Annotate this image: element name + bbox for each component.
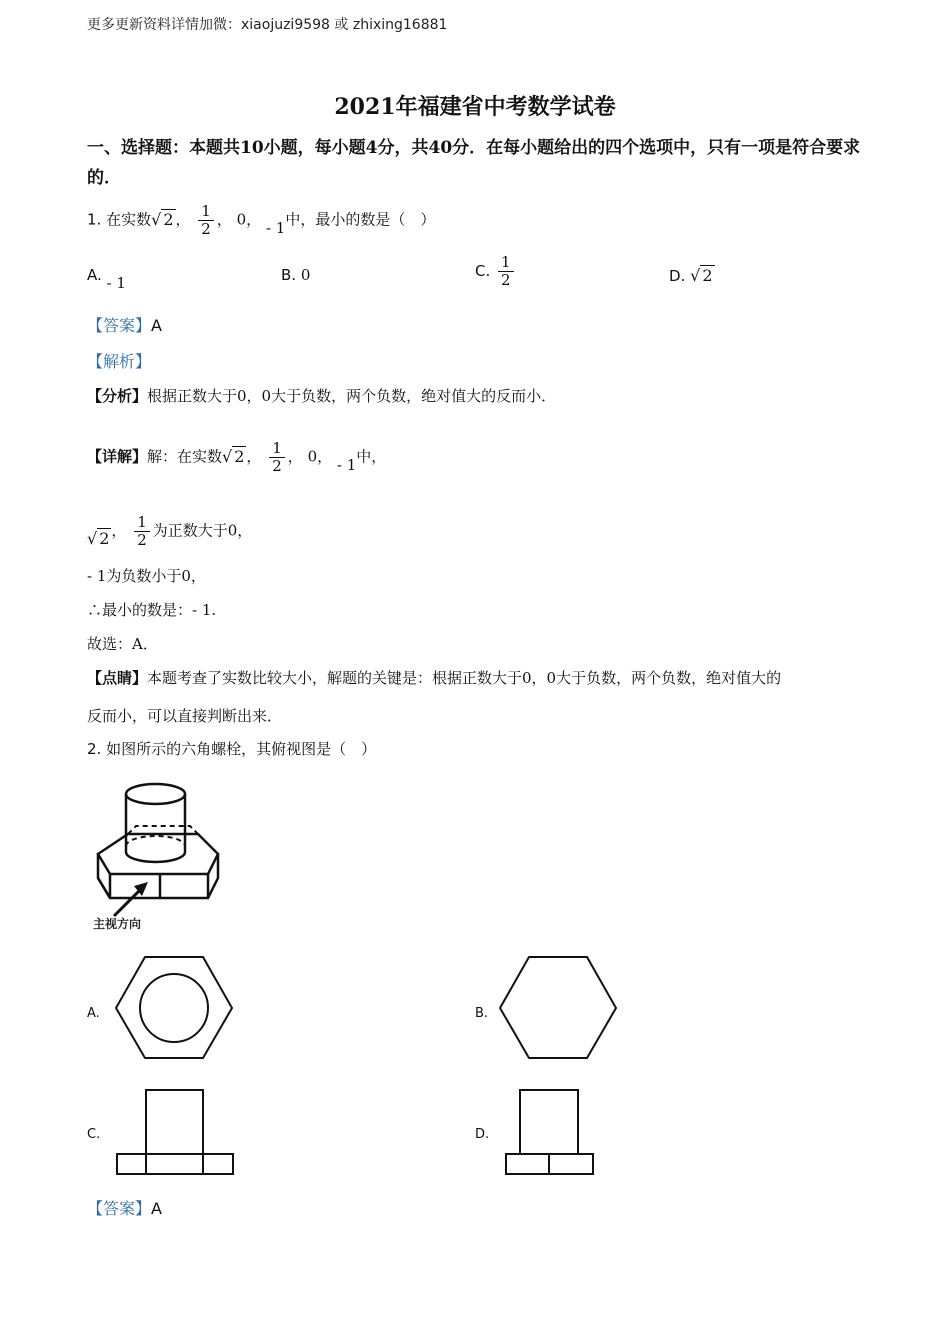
q1-choose-line: 故选：A． (87, 635, 158, 653)
q1-option-c: C. $\frac{1}{2}$ (475, 254, 517, 289)
q2-stem: 2. 如图所示的六角螺栓，其俯视图是（ ） (87, 740, 377, 758)
q1-min-line: ∴最小的数是：- 1. (87, 601, 217, 619)
fraction-half: $\frac{1}{2}$ (269, 440, 285, 475)
q1-detail: 【详解】解：在实数√ 2 ， $\frac{1}{2}$ ， 0， - 1中， (87, 439, 387, 475)
sqrt2: √ 2 (690, 266, 713, 285)
sqrt2: √ 2 (87, 528, 110, 548)
q1-positive-line: √ 2 ， $\frac{1}{2}$ 为正数大于0， (87, 513, 253, 549)
option-c-front-view (114, 1087, 236, 1177)
option-a-hexagon-with-circle (112, 954, 236, 1062)
sqrt2: √ 2 (222, 446, 245, 466)
q1-dianjing-cont: 反而小，可以直接判断出来． (87, 707, 283, 725)
hex-nut-top (98, 834, 218, 874)
option-d-side-view (503, 1087, 597, 1177)
q1-dianjing: 【点睛】本题考查了实数比较大小，解题的关键是：根据正数大于0，0大于负数，两个负数，绝对值大的 (87, 669, 782, 687)
q1-zero: 0， (236, 210, 262, 229)
fraction-half: $\frac{1}{2}$ (198, 203, 214, 238)
q1-option-a: A. - 1 (87, 266, 126, 292)
q1-negative-line: - 1为负数小于0， (87, 567, 206, 585)
page-title: 2021年福建省中考数学试卷 (334, 94, 616, 120)
q1-option-b: B. 0 (281, 266, 311, 284)
q1-option-d: D. √ 2 (669, 266, 713, 285)
q1-analysis-tag: 【解析】 (87, 352, 152, 371)
option-b-hexagon (496, 954, 620, 1062)
q1-fenxi: 【分析】根据正数大于0，0大于负数，两个负数，绝对值大的反而小． (87, 387, 557, 405)
q2-answer: 【答案】A (87, 1199, 162, 1218)
section-heading: 一、选择题：本题共10小题，每小题4分，共40分．在每小题给出的四个选项中，只有一项是符合要求的． (87, 138, 861, 188)
q1-pre: 在实数 (106, 210, 152, 229)
q1-post: 中，最小的数是（ ） (285, 210, 436, 229)
page-header: 更多更新资料详情加微：xiaojuzi9598 或 zhixing16881 (87, 17, 448, 33)
q1-neg1: - 1 (265, 218, 286, 237)
fraction-half: $\frac{1}{2}$ (498, 254, 514, 289)
q1-answer: 【答案】A (87, 316, 162, 335)
q2-option-d-label: D. (475, 1127, 490, 1142)
fraction-half: $\frac{1}{2}$ (134, 514, 150, 549)
q2-option-b-label: B. (475, 1006, 489, 1021)
q2-option-a-label: A. (87, 1006, 100, 1021)
sqrt2: √ 2 (151, 209, 174, 229)
q1-number: 1. (87, 210, 102, 229)
hex-bolt-figure (90, 778, 230, 938)
q1-stem: 1. 在实数√ 2 ， $\frac{1}{2}$ ， 0， - 1中，最小的数是（ ） (87, 202, 436, 238)
q2-option-c-label: C. (87, 1127, 101, 1142)
figure-caption: 主视方向 (93, 917, 142, 931)
